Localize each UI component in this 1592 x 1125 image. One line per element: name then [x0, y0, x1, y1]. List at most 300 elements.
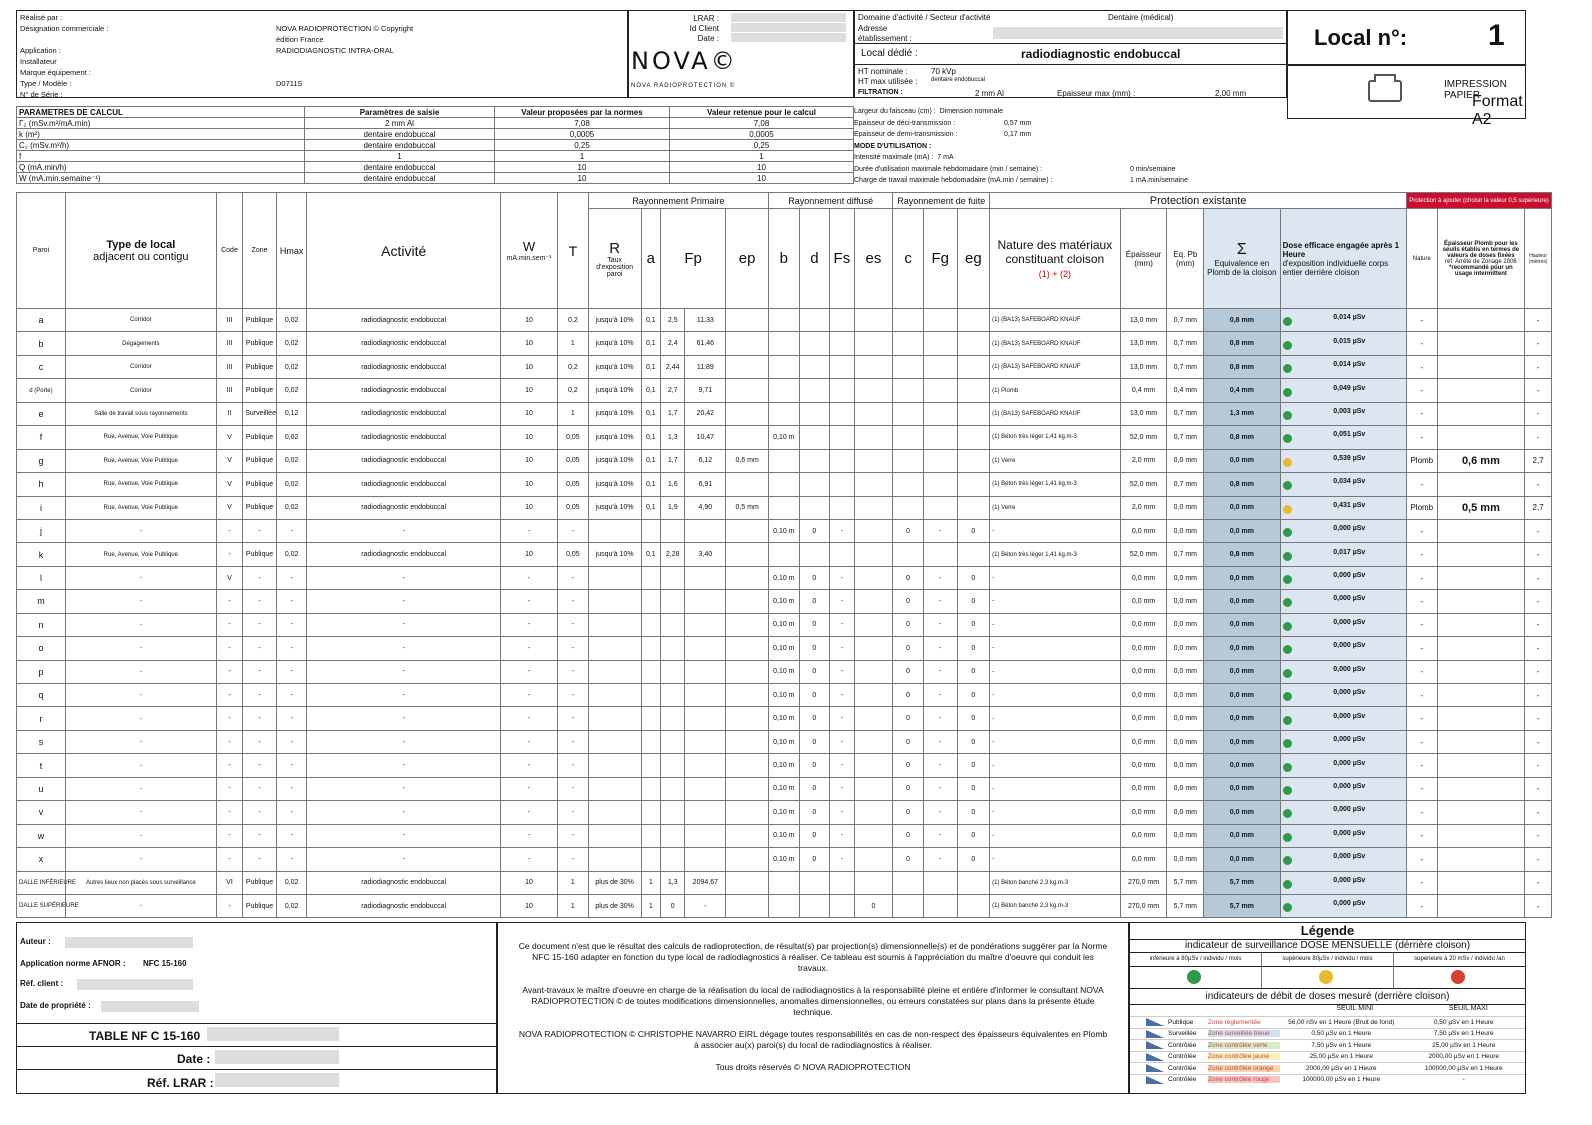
cell-h: - — [276, 519, 307, 542]
cell-dose — [1280, 894, 1406, 917]
cell-n1: (1) (BA13) SAFEBOARD KNAUF — [990, 402, 1120, 425]
cell-cc — [893, 309, 924, 332]
domaine-value: Dentaire (médical) — [1108, 13, 1174, 22]
cell-sig: 0,0 mm — [1204, 824, 1280, 847]
idclient-label: Id Client — [689, 24, 719, 33]
cell-p: v — [17, 801, 66, 824]
cell-ae — [1437, 402, 1525, 425]
cell-dose — [1280, 332, 1406, 355]
cell-eg: 0 — [957, 730, 990, 753]
dose-value: 0,000 µSv — [1333, 525, 1366, 533]
cell-d — [799, 871, 830, 894]
legend-zone-name: Zone contrôlée verte — [1208, 1042, 1280, 1049]
cell-hh: - — [1525, 660, 1552, 683]
dose-value: 0,000 µSv — [1333, 665, 1366, 673]
dose-value: 0,000 µSv — [1333, 806, 1366, 814]
cell-b — [769, 402, 800, 425]
cell-fg: - — [923, 637, 957, 660]
check-icon — [1283, 692, 1292, 701]
cell-sig: 5,7 mm — [1204, 894, 1280, 917]
cell-t: - — [65, 519, 216, 542]
legend-max: SEUIL MAXI — [1448, 1005, 1488, 1012]
cell-w: - — [501, 754, 558, 777]
auteur-label: Auteur : — [20, 937, 51, 946]
cell-fg — [923, 379, 957, 402]
cell-e1: 0,0 mm — [1120, 684, 1167, 707]
cell-an: - — [1407, 848, 1438, 871]
cell-r: jusqu'à 10% — [588, 496, 641, 519]
info-row — [20, 90, 624, 101]
cell-c: - — [216, 590, 242, 613]
cell-dose — [1280, 824, 1406, 847]
cell-w: - — [501, 801, 558, 824]
cell-an: - — [1407, 543, 1438, 566]
cell-a — [641, 801, 660, 824]
cell-n1: (1) (BA13) SAFEBOARD KNAUF — [990, 355, 1120, 378]
cell-an: - — [1407, 426, 1438, 449]
legend-sub2: indicateurs de débit de doses mesuré (derrière cloison) — [1130, 989, 1525, 1005]
cell-am — [661, 801, 685, 824]
cell-act: - — [307, 590, 501, 613]
info-row — [20, 79, 624, 90]
cell-act: - — [307, 637, 501, 660]
check-icon — [1283, 786, 1292, 795]
cell-n1: - — [990, 590, 1120, 613]
cell-ae — [1437, 613, 1525, 636]
cell-ep — [726, 848, 769, 871]
cell-a: 0,1 — [641, 379, 660, 402]
cell-ae — [1437, 684, 1525, 707]
cell-n1: (1) Béton banché 2,3 kg.m-3 — [990, 871, 1120, 894]
check-icon — [1283, 341, 1292, 350]
cell-e1: 0,0 mm — [1120, 613, 1167, 636]
cell-an: - — [1407, 684, 1438, 707]
check-icon — [1283, 833, 1292, 842]
cell-act: - — [307, 660, 501, 683]
cell-z: - — [243, 777, 277, 800]
cell-a — [641, 754, 660, 777]
cell-p: r — [17, 707, 66, 730]
cell-a — [641, 684, 660, 707]
error-icon — [1451, 970, 1465, 984]
cell-b: 0,10 m — [769, 754, 800, 777]
cell-fp: 61,46 — [685, 332, 726, 355]
cell-act: - — [307, 801, 501, 824]
cell-es — [854, 309, 893, 332]
cell-b: 0,10 m — [769, 848, 800, 871]
cell-ae: 0,5 mm — [1437, 496, 1525, 519]
cell-fs: - — [830, 754, 854, 777]
cell-an: - — [1407, 519, 1438, 542]
cell-e1: 52,0 mm — [1120, 473, 1167, 496]
wall-row — [17, 309, 1552, 332]
dose-value: 0,051 µSv — [1333, 431, 1366, 439]
cell-hh: - — [1525, 613, 1552, 636]
cell-e1: 13,0 mm — [1120, 309, 1167, 332]
cell-es — [854, 707, 893, 730]
cell-z: - — [243, 519, 277, 542]
col-es: es — [854, 209, 893, 309]
cell-c: II — [216, 402, 242, 425]
cell-fp — [685, 637, 726, 660]
cell-eg — [957, 473, 990, 496]
cell-hh: - — [1525, 848, 1552, 871]
cell-q1: 0,0 mm — [1167, 730, 1204, 753]
cell-a: 0,1 — [641, 402, 660, 425]
cell-a: 0,1 — [641, 473, 660, 496]
cell-sig: 0,0 mm — [1204, 590, 1280, 613]
info-value: D0711S — [276, 79, 303, 88]
cell-cc: 0 — [893, 590, 924, 613]
cell-w: 10 — [501, 543, 558, 566]
cell-act: radiodiagnostic endobuccal — [307, 871, 501, 894]
col-type: Type de local adjacent ou contigu — [65, 193, 216, 309]
print-block[interactable] — [1287, 65, 1526, 128]
cell-sig: 0,0 mm — [1204, 566, 1280, 589]
cell-T: 0,2 — [558, 355, 589, 378]
cell-hh: - — [1525, 637, 1552, 660]
col-d: d — [799, 209, 830, 309]
col-fp: Fp — [661, 209, 726, 309]
cell-fg — [923, 355, 957, 378]
cell-act: radiodiagnostic endobuccal — [307, 449, 501, 472]
wall-row — [17, 660, 1552, 683]
cell-act: - — [307, 754, 501, 777]
cell-ep — [726, 543, 769, 566]
cell-d — [799, 449, 830, 472]
cell-q1: 0,7 mm — [1167, 309, 1204, 332]
cell-cc — [893, 402, 924, 425]
cell-t: - — [65, 684, 216, 707]
cell-fs — [830, 449, 854, 472]
cell-ep — [726, 402, 769, 425]
cell-a: 0,1 — [641, 543, 660, 566]
cell-ep — [726, 637, 769, 660]
cell-p: w — [17, 824, 66, 847]
cell-ae — [1437, 707, 1525, 730]
disclaimer-p1: Ce document n'est que le résultat des calculs de radioprotection, de résultat(s) par projection(s) dimensionnelle(s) et de pondérations suggérer par la Norme NFC 15-160 adapter en fonction du type local de radiodiagnostics à réaliser. Ce tableau est soumis à l'appréciation du maître d'oeuvre qui conduit les travaux. — [518, 941, 1108, 973]
cell-c: - — [216, 824, 242, 847]
cell-fp — [685, 660, 726, 683]
cell-c: - — [216, 613, 242, 636]
cell-d — [799, 496, 830, 519]
cell-q1: 0,0 mm — [1167, 660, 1204, 683]
cell-fs — [830, 332, 854, 355]
dose-value: 0,431 µSv — [1333, 501, 1366, 509]
cell-d: 0 — [799, 730, 830, 753]
cell-t: Autres lieux non placés sous surveillance — [65, 871, 216, 894]
cell-c: III — [216, 309, 242, 332]
legend-rows — [1130, 1016, 1525, 1085]
cell-act: radiodiagnostic endobuccal — [307, 473, 501, 496]
dose-value: 0,000 µSv — [1333, 876, 1366, 884]
cell-ep — [726, 801, 769, 824]
cell-h: - — [276, 824, 307, 847]
cell-q1: 0,0 mm — [1167, 590, 1204, 613]
col-code: Code — [216, 193, 242, 309]
cell-es — [854, 426, 893, 449]
cell-r: jusqu'à 10% — [588, 543, 641, 566]
cell-hh: - — [1525, 519, 1552, 542]
cell-r: plus de 30% — [588, 894, 641, 917]
cell-act: radiodiagnostic endobuccal — [307, 426, 501, 449]
cell-act: - — [307, 730, 501, 753]
col-protection: Protection existante — [990, 193, 1407, 209]
cell-act: - — [307, 566, 501, 589]
cell-an: - — [1407, 379, 1438, 402]
cell-an: Plomb — [1407, 449, 1438, 472]
cell-dose — [1280, 519, 1406, 542]
cell-eg — [957, 894, 990, 917]
cell-act: radiodiagnostic endobuccal — [307, 355, 501, 378]
cell-cc: 0 — [893, 848, 924, 871]
cell-r — [588, 777, 641, 800]
cell-ae — [1437, 730, 1525, 753]
cell-eg: 0 — [957, 754, 990, 777]
cell-b: 0,10 m — [769, 660, 800, 683]
cell-c: - — [216, 637, 242, 660]
cell-an: - — [1407, 473, 1438, 496]
cell-b: 0,10 m — [769, 590, 800, 613]
cell-fp — [685, 613, 726, 636]
deci-label: Epaisseur de déci-transmission : — [854, 119, 956, 127]
cell-ep — [726, 426, 769, 449]
cell-dose — [1280, 871, 1406, 894]
dose-value: 0,000 µSv — [1333, 736, 1366, 744]
info-row — [20, 57, 624, 68]
cell-fg — [923, 449, 957, 472]
cell-r: jusqu'à 10% — [588, 402, 641, 425]
signal-icon — [1146, 1076, 1164, 1084]
wall-row — [17, 637, 1552, 660]
ref-lrar: Réf. LRAR : — [147, 1076, 214, 1090]
cell-es — [854, 355, 893, 378]
cell-c: - — [216, 660, 242, 683]
legend-c2: supérieure 80µSv / individu / mois — [1262, 953, 1394, 966]
cell-T: - — [558, 730, 589, 753]
cell-c: - — [216, 684, 242, 707]
cell-z: Publique — [243, 332, 277, 355]
dose-value: 0,000 µSv — [1333, 900, 1366, 908]
cell-d: 0 — [799, 613, 830, 636]
local-dedie-value: radiodiagnostic endobuccal — [1021, 47, 1181, 61]
info-block — [16, 10, 628, 98]
cell-am — [661, 660, 685, 683]
cell-a — [641, 707, 660, 730]
info-value: RADIODIAGNOSTIC INTRA-ORAL — [276, 46, 394, 55]
cell-fg: - — [923, 660, 957, 683]
cell-an: - — [1407, 566, 1438, 589]
cell-h: 0,02 — [276, 473, 307, 496]
cell-fp: 6,12 — [685, 449, 726, 472]
cell-b: 0,10 m — [769, 777, 800, 800]
cell-fs — [830, 871, 854, 894]
cell-fp: 2094,67 — [685, 871, 726, 894]
cell-an: - — [1407, 402, 1438, 425]
cell-fg — [923, 496, 957, 519]
cell-c: - — [216, 777, 242, 800]
col-sigma: Σ Equivalence en Plomb de la cloison — [1204, 209, 1280, 309]
ref-client-label: Réf. client : — [20, 979, 64, 988]
cell-w: - — [501, 707, 558, 730]
wall-row — [17, 332, 1552, 355]
date-prop-label: Date de propriété : — [20, 1001, 91, 1010]
check-icon — [1283, 739, 1292, 748]
legend-row — [1130, 1051, 1525, 1063]
cell-p: q — [17, 684, 66, 707]
cell-fp: 20,42 — [685, 402, 726, 425]
check-icon — [1283, 388, 1292, 397]
cell-sig: 0,0 mm — [1204, 684, 1280, 707]
cell-q1: 0,7 mm — [1167, 332, 1204, 355]
cell-eg: 0 — [957, 590, 990, 613]
cell-ep — [726, 379, 769, 402]
check-icon — [1283, 575, 1292, 584]
check-icon — [1187, 970, 1201, 984]
cell-T: 0,05 — [558, 473, 589, 496]
legend-c1: inférieure à 80µSv / individu / mois — [1130, 953, 1262, 966]
cell-d: 0 — [799, 824, 830, 847]
cell-act: - — [307, 848, 501, 871]
col-primaire: Rayonnement Primaire — [588, 193, 768, 209]
cell-h: - — [276, 684, 307, 707]
legend-zone: Contrôlée — [1168, 1053, 1197, 1061]
cell-p: s — [17, 730, 66, 753]
cell-fs — [830, 402, 854, 425]
cell-q1: 0,0 mm — [1167, 777, 1204, 800]
cell-p: DALLE SUPÉRIEURE — [17, 894, 66, 917]
cell-n1: - — [990, 848, 1120, 871]
cell-fg: - — [923, 777, 957, 800]
cell-r: plus de 30% — [588, 871, 641, 894]
cell-ep — [726, 332, 769, 355]
cell-r — [588, 519, 641, 542]
cell-am — [661, 848, 685, 871]
ep-max-value: 2,00 mm — [1215, 89, 1247, 98]
cell-z: Publique — [243, 496, 277, 519]
cell-ae — [1437, 355, 1525, 378]
lrar-block — [628, 10, 854, 98]
cell-act: - — [307, 777, 501, 800]
cell-r: jusqu'à 10% — [588, 309, 641, 332]
cell-e1: 0,0 mm — [1120, 660, 1167, 683]
cell-es — [854, 473, 893, 496]
cell-w: - — [501, 637, 558, 660]
cell-b — [769, 379, 800, 402]
cell-hh: - — [1525, 894, 1552, 917]
legend-zone-name: Zone réglementée — [1208, 1019, 1280, 1026]
cell-fs: - — [830, 684, 854, 707]
cell-a: 1 — [641, 871, 660, 894]
cell-n1: - — [990, 613, 1120, 636]
cell-d — [799, 355, 830, 378]
cell-T: 1 — [558, 871, 589, 894]
cell-hh: - — [1525, 777, 1552, 800]
cell-a — [641, 730, 660, 753]
cell-d — [799, 402, 830, 425]
cell-z: - — [243, 566, 277, 589]
cell-t: Rue, Avenue, Voie Publique — [65, 449, 216, 472]
wall-row — [17, 777, 1552, 800]
param-cell: dentaire endobuccal — [305, 140, 495, 151]
cell-t: - — [65, 824, 216, 847]
cell-T: - — [558, 707, 589, 730]
col-eqpb: Eq. Pb (mm) — [1167, 209, 1204, 309]
cell-sig: 0,0 mm — [1204, 449, 1280, 472]
cell-q1: 0,0 mm — [1167, 754, 1204, 777]
cell-eg: 0 — [957, 660, 990, 683]
cell-es — [854, 777, 893, 800]
ep-max-label: Epaisseur max (mm) : — [1057, 89, 1136, 98]
cell-eg — [957, 871, 990, 894]
cell-z: Publique — [243, 894, 277, 917]
cell-p: l — [17, 566, 66, 589]
cell-c: V — [216, 449, 242, 472]
cell-t: Dégagements — [65, 332, 216, 355]
cell-q1: 0,0 mm — [1167, 684, 1204, 707]
cell-b: 0,10 m — [769, 684, 800, 707]
cell-fg — [923, 402, 957, 425]
cell-hh: - — [1525, 801, 1552, 824]
cell-n1: - — [990, 707, 1120, 730]
cell-sig: 0,0 mm — [1204, 777, 1280, 800]
cell-dose — [1280, 309, 1406, 332]
cell-fp — [685, 848, 726, 871]
cell-ep — [726, 566, 769, 589]
col-hmax: Hmax — [276, 193, 307, 309]
printer-icon[interactable] — [1368, 80, 1402, 102]
cell-z: - — [243, 848, 277, 871]
cell-dose — [1280, 590, 1406, 613]
cell-sig: 0,8 mm — [1204, 355, 1280, 378]
cell-b — [769, 309, 800, 332]
cell-fs: - — [830, 590, 854, 613]
cell-T: - — [558, 848, 589, 871]
legend-zone-name: Zone contrôlée orange — [1208, 1065, 1280, 1072]
cell-a — [641, 777, 660, 800]
legend-max-val: 7,50 µSv en 1 Heure — [1433, 1030, 1494, 1038]
cell-e1: 0,0 mm — [1120, 777, 1167, 800]
info-label: Marque équipement : — [20, 68, 91, 77]
dose-value: 0,000 µSv — [1333, 829, 1366, 837]
cell-w: 10 — [501, 871, 558, 894]
cell-c: - — [216, 894, 242, 917]
cell-T: - — [558, 684, 589, 707]
cell-eg: 0 — [957, 566, 990, 589]
check-icon — [1283, 317, 1292, 326]
cell-hh: - — [1525, 707, 1552, 730]
cell-sig: 0,0 mm — [1204, 637, 1280, 660]
cell-b: 0,10 m — [769, 730, 800, 753]
cell-n1: (1) (BA13) SAFEBOARD KNAUF — [990, 309, 1120, 332]
cell-cc — [893, 426, 924, 449]
cell-es — [854, 801, 893, 824]
cell-hh: - — [1525, 309, 1552, 332]
col-t: T — [558, 193, 589, 309]
cell-z: Publique — [243, 871, 277, 894]
cell-fs: - — [830, 707, 854, 730]
cell-c: V — [216, 496, 242, 519]
cell-h: 0,02 — [276, 379, 307, 402]
param-cell: 0,25 — [495, 140, 670, 151]
cell-es — [854, 684, 893, 707]
param-row — [17, 118, 854, 129]
param-cell: k (m²) — [17, 129, 305, 140]
cell-cc: 0 — [893, 824, 924, 847]
cell-eg: 0 — [957, 707, 990, 730]
cell-act: - — [307, 613, 501, 636]
cell-t: Rue, Avenue, Voie Publique — [65, 473, 216, 496]
